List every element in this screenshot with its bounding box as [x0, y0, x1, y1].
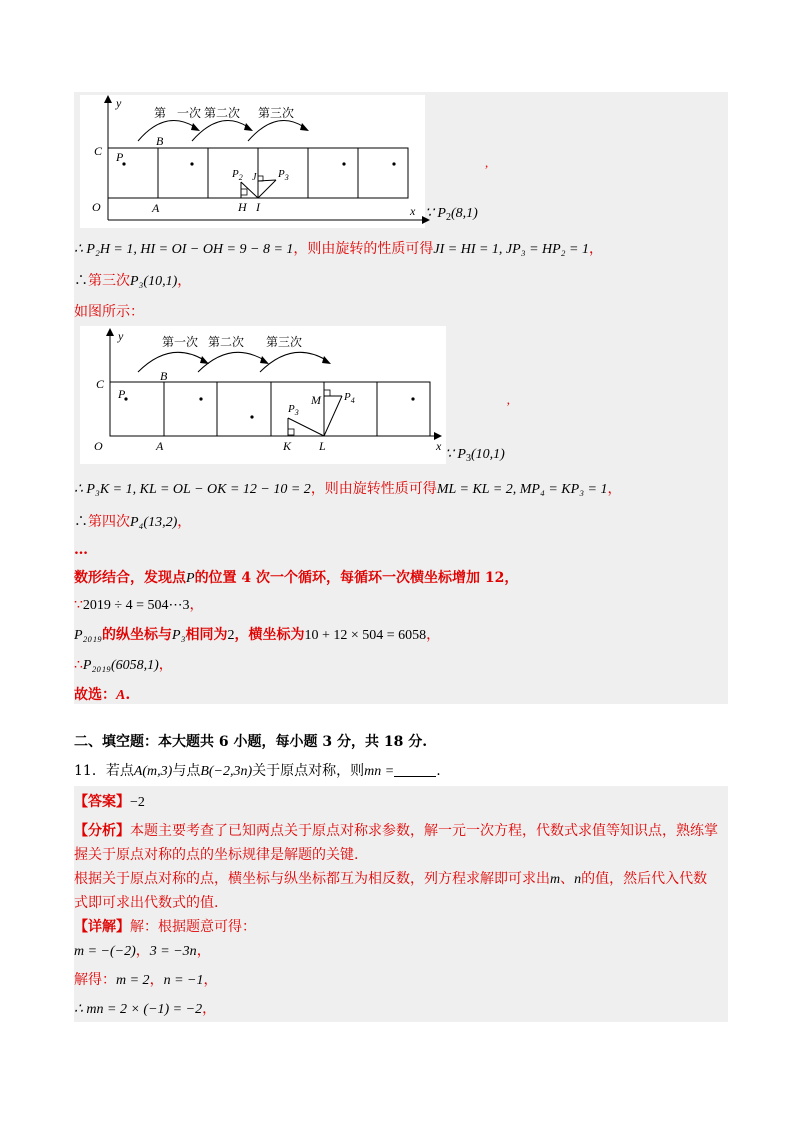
x-axis-label: x [410, 204, 416, 218]
arrow2-label-2: 第二次 [208, 335, 245, 349]
answer-blank [394, 762, 436, 777]
question-11: 11．若点A(m,3)与点B(−2,3n)关于原点对称，则mn = . [74, 763, 441, 779]
label-A: A [152, 201, 160, 215]
arrow-label-3: 第三次 [258, 106, 295, 120]
origin-label: O [92, 200, 101, 214]
arrow-label-1a: 第 [154, 106, 167, 120]
x-axis-label-2: x [436, 439, 442, 453]
solution-line-7: 数形结合，发现点P的位置 4 次一个循环，每循环一次横坐标增加 12， [74, 570, 519, 586]
solution-line-3: 如图所示： [74, 304, 144, 320]
figure2-comma: , [506, 392, 510, 407]
section-title: 二、填空题：本大题共 6 小题，每小题 3 分，共 18 分. [74, 734, 428, 750]
label2-B: B [160, 369, 168, 383]
solution-line-8: ∵2019 ÷ 4 = 504⋯3， [74, 597, 204, 613]
arrow-label-1b: 一次 [177, 106, 202, 120]
solution-line-5: ∴第四次P₄(13,2)， [74, 514, 192, 530]
solution-line-4: ∴ P₃K = 1, KL = OL − OK = 12 − 10 = 2，则由旋转性质可得ML = KL = 2, MP₄ = KP₃ = 1， [74, 481, 622, 497]
solution-line-9: P₂₀₁₉的纵坐标与P₃相同为2，横坐标为10 + 12 × 504 = 6058， [74, 627, 441, 643]
solution-line-ellipsis: … [74, 542, 88, 558]
label-H: H [238, 200, 247, 214]
analysis-line-3: 根据关于原点对称的点，横坐标与纵坐标都互为相反数，列方程求解即可求出m、n的值，然后代入代数 [74, 871, 708, 887]
label2-M: M [311, 393, 321, 407]
label-J: J [252, 172, 257, 183]
solution-line-choice: 故选：A. [74, 687, 131, 703]
detail-line-2: m = −(−2)，3 = −3n， [74, 943, 211, 959]
origin-label-2: O [94, 439, 103, 453]
label-I: I [256, 200, 260, 214]
label2-A: A [156, 439, 164, 453]
analysis-line-1: 【分析】本题主要考查了已知两点关于原点对称求参数，解一元一次方程，代数式求值等知识点，熟练掌 [74, 823, 718, 839]
answer-line: 【答案】−2 [74, 794, 145, 810]
solution-line-2: ∴第三次P₃(10,1)， [74, 273, 192, 289]
detail-line-3: 解得：m = 2，n = −1， [74, 972, 218, 988]
detail-line-1: 【详解】解：根据题意可得： [74, 919, 256, 935]
label-P: P [116, 150, 124, 164]
arrow2-label-1: 第一次 [162, 335, 199, 349]
arrow2-label-3: 第三次 [266, 335, 303, 349]
figure-rotation-2 [80, 326, 510, 466]
figure2-caption: ∵ $P_3(10,1)$ [445, 447, 505, 464]
label-C: C [94, 144, 103, 158]
label2-K: K [283, 439, 292, 453]
figure1-caption: ∵ $P_2(8,1)$ [425, 206, 478, 223]
analysis-line-4: 式即可求出代数式的值. [74, 895, 219, 911]
label2-L: L [319, 439, 326, 453]
label2-P4: $P_4$ [344, 391, 355, 405]
label2-P3: $P_3$ [288, 403, 299, 417]
solution-line-1: ∴ P₂H = 1, HI = OI − OH = 9 − 8 = 1，则由旋转的性质可得JI = HI = 1, JP₃ = HP₂ = 1， [74, 241, 603, 257]
y-axis-label: y [116, 96, 122, 110]
solution-line-10: ∴P₂₀₁₉(6058,1)， [74, 657, 173, 673]
detail-line-4: ∴ mn = 2 × (−1) = −2， [74, 1001, 217, 1017]
arrow-label-2: 第二次 [204, 106, 241, 120]
y-axis-label-2: y [118, 329, 124, 343]
figure1-comma: , [485, 155, 489, 170]
label-P3: $P_3$ [278, 168, 289, 182]
label-P2: $P_2$ [232, 168, 243, 182]
label2-P: P [118, 387, 126, 401]
label2-C: C [96, 377, 105, 391]
label-B: B [156, 134, 164, 148]
analysis-line-2: 握关于原点对称的点的坐标规律是解题的关键. [74, 847, 359, 863]
